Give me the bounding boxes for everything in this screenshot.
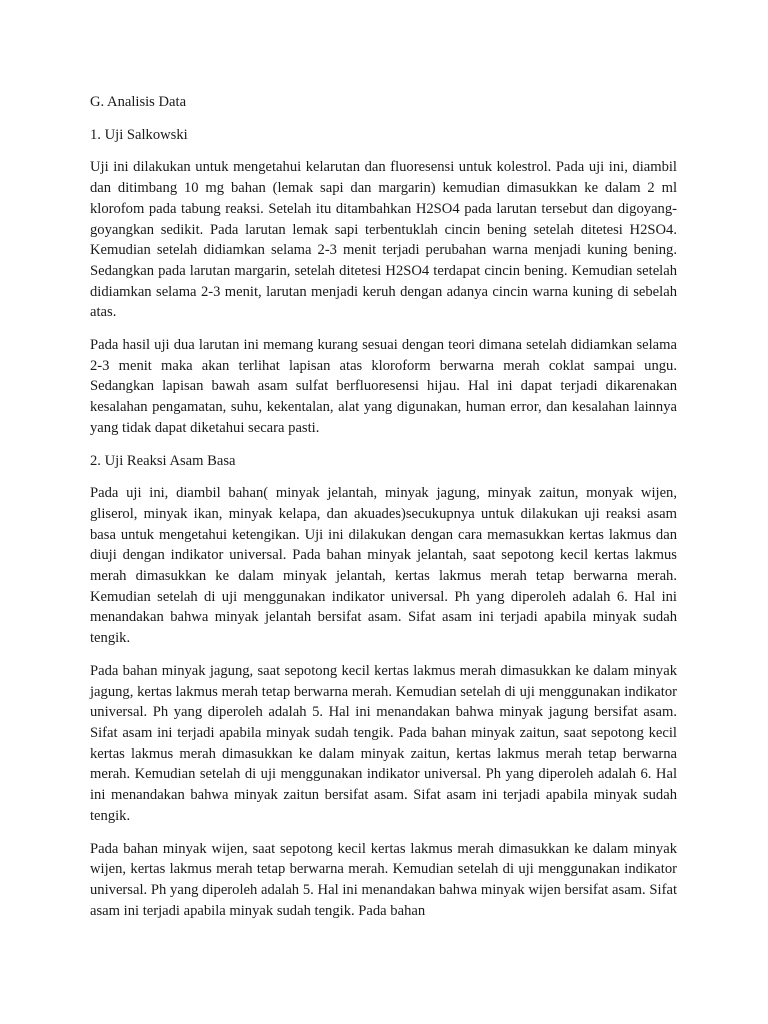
paragraph-sesame-oil: Pada bahan minyak wijen, saat sepotong kecil kertas lakmus merah dimasukkan ke dalam minyak wijen, kertas lakmus merah tetap berwarna merah. Kemudian setelah di uji menggunakan indikator universal. Ph yang diperoleh adalah 5. Hal ini menandakan bahwa minyak wijen bersifat asam. Sifat asam ini terjadi apabila minyak sudah tengik. Pada bahan: [90, 840, 677, 919]
document-body: [90, 92, 677, 933]
paragraph-salkowski-discussion: Pada hasil uji dua larutan ini memang kurang sesuai dengan teori dimana setelah didiamkan selama 2-3 menit maka akan terlihat lapisan atas kloroform berwarna merah coklat sampai ungu. Sedangkan lapisan bawah asam sulfat berfluoresensi hijau. Hal ini dapat terjadi dikarenakan kesalahan pengamatan, suhu, kekentalan, alat yang digunakan, human error, dan kesalahan lainnya yang tidak dapat diketahui secara pasti.: [90, 337, 677, 436]
paragraph-corn-olive-oil: Pada bahan minyak jagung, saat sepotong kecil kertas lakmus merah dimasukkan ke dalam minyak jagung, kertas lakmus merah tetap berwarna merah. Kemudian setelah di uji menggunakan indikator universal. Ph yang diperoleh adalah 5. Hal ini menandakan bahwa minyak jagung bersifat asam. Sifat asam ini terjadi apabila minyak sudah tengik. Pada bahan minyak zaitun, saat sepotong kecil kertas lakmus merah dimasukkan ke dalam minyak zaitun, kertas lakmus merah tetap berwarna merah. Kemudian setelah di uji menggunakan indikator universal. Ph yang diperoleh adalah 6. Hal ini menandakan bahwa minyak zaitun bersifat asam. Sifat asam ini terjadi apabila minyak sudah tengik.: [90, 662, 677, 824]
paragraph-salkowski-procedure: Uji ini dilakukan untuk mengetahui kelarutan dan fluoresensi untuk kolestrol. Pada uji ini, diambil dan ditimbang 10 mg bahan (lemak sapi dan margarin) kemudian dimasukkan ke dalam 2 ml klorofom pada tabung reaksi. Setelah itu ditambahkan H2SO4 pada larutan tersebut dan digoyang-goyangkan sedikit. Pada larutan lemak sapi terbentuklah cincin bening setelah ditetesi H2SO4. Kemudian setelah didiamkan selama 2-3 menit terjadi perubahan warna menjadi kuning bening. Sedangkan pada larutan margarin, setelah ditetesi H2SO4 terdapat cincin bening. Kemudian setelah didiamkan selama 2-3 menit, larutan menjadi keruh dengan adanya cincin warna kuning di sebelah atas.: [90, 159, 677, 321]
paragraph-acid-base-intro: Pada uji ini, diambil bahan( minyak jelantah, minyak jagung, minyak zaitun, monyak wijen, gliserol, minyak ikan, minyak kelapa, dan akuades)secukupnya untuk dilakukan uji reaksi asam basa untuk mengetahui ketengikan. Uji ini dilakukan dengan cara memasukkan kertas lakmus dan diuji dengan indikator universal. Pada bahan minyak jelantah, saat sepotong kecil kertas lakmus merah dimasukkan ke dalam minyak jelantah, kertas lakmus merah tetap berwarna merah. Kemudian setelah di uji menggunakan indikator universal. Ph yang diperoleh adalah 6. Hal ini menandakan bahwa minyak jelantah bersifat asam. Sifat asam ini terjadi apabila minyak sudah tengik.: [90, 485, 677, 647]
subsection-heading-salkowski: 1. Uji Salkowski: [90, 126, 188, 143]
section-heading: G. Analisis Data: [90, 94, 187, 110]
subsection-heading-acid-base: 2. Uji Reaksi Asam Basa: [90, 452, 236, 469]
